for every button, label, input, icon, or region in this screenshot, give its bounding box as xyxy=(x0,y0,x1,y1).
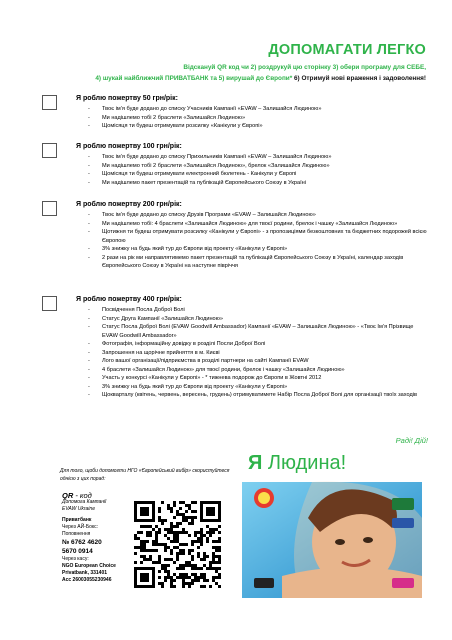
list-item: - Лого вашої організації/підприємства в розділі партнери на сайті Кампанії EVAW xyxy=(88,357,428,366)
list-item: - Ми надішлемо тобі: 4 браслети «Залишайся Людиною» для твоєї родини, брелок і чашку «Залишайся Людиною» xyxy=(88,220,428,229)
section-heading: Я роблю пожертву 400 грн/рік: xyxy=(76,296,182,303)
list-item: - Фотографія, інформаційну довідку в розділі Посли Доброї Волі xyxy=(88,340,428,349)
section-heading: Я роблю пожертву 200 грн/рік: xyxy=(76,201,182,208)
checkbox-200[interactable] xyxy=(42,201,57,216)
account-number: № 6762 4620 xyxy=(62,539,102,546)
section-heading: Я роблю пожертву 50 грн/рік: xyxy=(76,95,178,102)
list-item: - Запрошення на щорічне прийняття в м. Києві xyxy=(88,349,428,358)
list-item: - Твоє ім’я буде додано до списку Учасників Кампанії «EVAW – Залишайся Людиною» xyxy=(88,105,428,114)
bank-method: Через касу: xyxy=(62,556,89,562)
bank-method: Поповнення xyxy=(62,531,91,537)
benefits-list xyxy=(88,105,428,131)
benefits-list xyxy=(88,306,428,400)
list-item: - Ми надішлемо пакет презентацій та публікацій Європейського Союзу в Україні xyxy=(88,179,428,188)
list-item: - Статус Посла Доброї Волі (EVAW Goodwill Ambassador) Кампанії «EVAW – Залишайся Людиною» - «Твоє Ім’я Прізвище EVAW Goodwill Ambassador» xyxy=(88,323,428,340)
benefits-list xyxy=(88,153,428,187)
checkbox-100[interactable] xyxy=(42,143,57,158)
list-item: - 2 рази на рік ми направлятимемо пакет презентацій та публікацій Європейського Союзу в Україні, календар заходів Європейського Союзу в Україні на наступне півріччя xyxy=(88,254,428,271)
help-note: Для того, щоби допомогти НГО «Європейський вибір» скористуйтеся однією з цих порад: xyxy=(60,468,230,482)
list-item: - Посвідчення Посла Доброї Волі xyxy=(88,306,428,315)
list-item: - Щомісяця ти будеш отримувати електронний бюлетень - Канікули у Європі xyxy=(88,170,428,179)
list-item: - Ми надішлемо тобі 2 браслети «Залишайся Людиною», брелок «Залишайся Людиною» xyxy=(88,162,428,171)
org-name: NGO European Choice xyxy=(62,563,116,569)
qr-code-icon[interactable] xyxy=(132,496,224,596)
intro-line-2-dark: 6) Отримуй нові враження і задоволення! xyxy=(292,75,426,82)
list-item: - Щокварталу (квітень, червень, вересень, грудень) отримуватимете Набір Посла Доброї Волі для організації твоїх заходів xyxy=(88,391,428,400)
intro-text xyxy=(60,62,426,84)
intro-line-1: Відскануй QR код чи 2) роздрукуй цю сторінку 3) обери програму для СЕБЕ, xyxy=(183,64,426,71)
intro-line-2-green: 4) шукай найближчий ПРИВАТБАНК та 5) вирушай до Європи* xyxy=(95,75,293,82)
checkbox-50[interactable] xyxy=(42,95,57,110)
qr-code xyxy=(132,496,224,596)
photo-illustration xyxy=(242,458,422,598)
campaign-slogan: Я Людина! xyxy=(248,452,347,474)
qr-note: EVAW Ukraine xyxy=(62,506,95,512)
list-item: - 3% знижку на будь який тур до Європи від проекту «Канікули у Європі» xyxy=(88,245,428,254)
list-item: - 3% знижку на будь який тур до Європи від проекту «Канікули у Європі» xyxy=(88,383,428,392)
account: Acc 26003055230946 xyxy=(62,577,112,583)
qr-label: QR - код xyxy=(62,491,92,500)
checkbox-400[interactable] xyxy=(42,296,57,311)
campaign-photo xyxy=(242,458,422,598)
bank-name: Приватбанк xyxy=(62,517,92,523)
bank-method: Через АЙ-Бокс: xyxy=(62,524,99,530)
account-number: 5670 0914 xyxy=(62,548,93,555)
benefits-list xyxy=(88,211,428,271)
bank-details xyxy=(62,492,132,584)
list-item: - Твоє ім’я буде додано до списку Друзів Програми «EVAW – Залишайся Людиною» xyxy=(88,211,428,220)
bank-branch: Privatbank, 331401 xyxy=(62,570,108,576)
closing-text: Раді! Дій! xyxy=(395,436,428,445)
list-item: - Участь у конкурсі «Канікули у Європі» - * тижнева подорож до Європи в Жовтні 2012 xyxy=(88,374,428,383)
list-item: - Щотижня ти будеш отримувати розсилку «Канікули у Європі» - з пропозиціями безкоштовних та бюджетних подорожей всією Європою xyxy=(88,228,428,245)
list-item: - Щомісяця ти будеш отримувати розсилку «Канікули у Європі» xyxy=(88,122,428,131)
page-title: ДОПОМАГАТИ ЛЕГКО xyxy=(268,42,426,58)
list-item: - Ми надішлемо тобі 2 браслети «Залишайся Людиною» xyxy=(88,114,428,123)
section-heading: Я роблю пожертву 100 грн/рік: xyxy=(76,143,182,150)
list-item: - Статус Друга Кампанії «Залишайся Людиною» xyxy=(88,315,428,324)
qr-note: Допомога Кампанії xyxy=(62,499,107,505)
list-item: - 4 браслети «Залишайся Людиною» для твоєї родини, брелок і чашку «Залишайся Людиною» xyxy=(88,366,428,375)
list-item: - Твоє ім’я буде додано до списку Прихильників Кампанії «EVAW – Залишайся Людиною» xyxy=(88,153,428,162)
